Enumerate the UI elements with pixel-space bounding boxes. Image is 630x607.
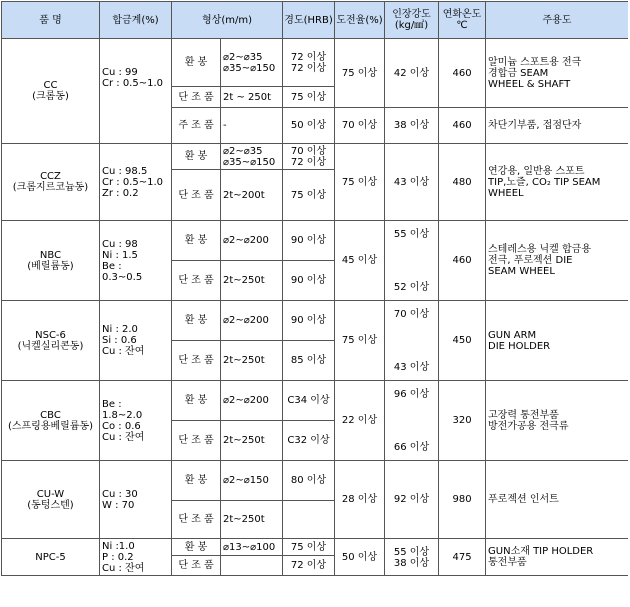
main-use-cell: 알미늄 스포트용 전극 경합금 SEAM WHEEL & SHAFT [486,39,628,108]
alloy-composition-cell: Cu : 98.5 Cr : 0.5~1.0 Zr : 0.2 [100,144,172,221]
spec-table-container [1,1,628,605]
softening-temp-cell: 460 [439,39,486,108]
tensile-strength-cell: 70 이상 43 이상 [385,301,439,381]
header-conductivity: 도전율(%) [335,2,385,39]
conductivity-cell: 22 이상 [335,381,385,461]
shape-type-cell: 단 조 품 [172,87,221,108]
shape-type-cell: 단 조 품 [172,261,221,301]
shape-dimension-cell: 2t~250t [221,501,283,539]
conductivity-cell: 75 이상 [335,301,385,381]
alloy-composition-cell: Ni :1.0 P : 0.2 Cu : 잔여 [100,539,172,576]
product-name-cell: CBC (스프링용베릴륨동) [2,381,100,461]
product-name-cell: CU-W (동텅스텐) [2,461,100,539]
shape-type-cell: 단 조 품 [172,556,221,576]
hardness-cell: 50 이상 [283,108,335,144]
shape-type-cell: 단 조 품 [172,501,221,539]
hardness-cell: 75 이상 [283,87,335,108]
tensile-strength-cell: 43 이상 [385,144,439,221]
header-use: 주용도 [486,2,628,39]
table-row [2,221,629,261]
product-name-cell: NBC (베릴륨동) [2,221,100,301]
tensile-strength-cell: 38 이상 [385,108,439,144]
shape-type-cell: 환 봉 [172,381,221,421]
conductivity-cell: 75 이상 [335,144,385,221]
shape-dimension-cell: ⌀2~⌀35 ⌀35~⌀150 [221,144,283,170]
product-name-cell: NPC-5 [2,539,100,576]
alloy-composition-cell: Be : 1.8~2.0 Co : 0.6 Cu : 잔여 [100,381,172,461]
product-name-cell: NSC-6 (닉켈실리콘동) [2,301,100,381]
hardness-cell: C34 이상 [283,381,335,421]
tensile-strength-cell: 42 이상 [385,39,439,108]
hardness-cell [283,501,335,539]
hardness-cell: 72 이상 72 이상 [283,39,335,87]
header-shape: 형상(m/m) [172,2,283,39]
shape-type-cell: 환 봉 [172,539,221,556]
hardness-cell: 80 이상 [283,461,335,501]
hardness-cell: 85 이상 [283,341,335,381]
shape-dimension-cell: ⌀2~⌀200 [221,301,283,341]
shape-dimension-cell: ⌀2~⌀200 [221,221,283,261]
softening-temp-cell: 480 [439,144,486,221]
shape-dimension-cell: 2t~250t [221,261,283,301]
main-use-cell: 푸로젝션 인서트 [486,461,628,539]
tensile-strength-cell: 55 이상 52 이상 [385,221,439,301]
softening-temp-cell: 460 [439,108,486,144]
alloy-composition-cell: Cu : 98 Ni : 1.5 Be : 0.3~0.5 [100,221,172,301]
shape-type-cell: 환 봉 [172,301,221,341]
shape-type-cell: 환 봉 [172,39,221,87]
alloy-composition-cell: Cu : 30 W : 70 [100,461,172,539]
alloy-composition-cell: Cu : 99 Cr : 0.5~1.0 [100,39,172,144]
softening-temp-cell: 475 [439,539,486,576]
tensile-strength-cell: 92 이상 [385,461,439,539]
table-row [2,381,629,421]
product-name-cell: CCZ (크롬지르코늄동) [2,144,100,221]
tensile-strength-cell: 55 이상 38 이상 [385,539,439,576]
table-row [2,301,629,341]
conductivity-cell: 28 이상 [335,461,385,539]
alloy-spec-table [1,1,628,576]
shape-dimension-cell: ⌀2~⌀35 ⌀35~⌀150 [221,39,283,87]
main-use-cell: 차단기부품, 접점단자 [486,108,628,144]
hardness-cell: 72 이상 [283,556,335,576]
main-use-cell: GUN ARM DIE HOLDER [486,301,628,381]
shape-dimension-cell: ⌀2~⌀150 [221,461,283,501]
shape-dimension-cell: 2t~250t [221,341,283,381]
header-alloy: 합금계(%) [100,2,172,39]
shape-dimension-cell: 2t~200t [221,170,283,221]
shape-dimension-cell [221,556,283,576]
shape-dimension-cell: ⌀13~⌀100 [221,539,283,556]
hardness-cell: 75 이상 [283,170,335,221]
shape-type-cell: 단 조 품 [172,421,221,461]
shape-type-cell: 주 조 품 [172,108,221,144]
softening-temp-cell: 450 [439,301,486,381]
softening-temp-cell: 980 [439,461,486,539]
shape-type-cell: 환 봉 [172,461,221,501]
header-tensile: 인장강도 (kg/㎟) [385,2,439,39]
hardness-cell: 90 이상 [283,261,335,301]
conductivity-cell: 45 이상 [335,221,385,301]
conductivity-cell: 70 이상 [335,108,385,144]
conductivity-cell: 50 이상 [335,539,385,576]
softening-temp-cell: 320 [439,381,486,461]
shape-type-cell: 환 봉 [172,144,221,170]
hardness-cell: 70 이상 72 이상 [283,144,335,170]
header-softening: 연화온도 ℃ [439,2,486,39]
hardness-cell: 90 이상 [283,301,335,341]
shape-type-cell: 단 조 품 [172,170,221,221]
shape-dimension-cell: - [221,108,283,144]
hardness-cell: 75 이상 [283,539,335,556]
softening-temp-cell: 460 [439,221,486,301]
shape-dimension-cell: ⌀2~⌀200 [221,381,283,421]
main-use-cell: GUN소재 TIP HOLDER 통전부품 [486,539,628,576]
shape-type-cell: 환 봉 [172,221,221,261]
table-row [2,539,629,556]
tensile-strength-cell: 96 이상 66 이상 [385,381,439,461]
main-use-cell: 연강용, 일반용 스포트 TIP,노즐, CO₂ TIP SEAM WHEEL [486,144,628,221]
header-name: 품 명 [2,2,100,39]
alloy-composition-cell: Ni : 2.0 Si : 0.6 Cu : 잔여 [100,301,172,381]
hardness-cell: 90 이상 [283,221,335,261]
shape-type-cell: 단 조 품 [172,341,221,381]
conductivity-cell: 75 이상 [335,39,385,108]
header-hardness: 경도(HRB) [283,2,335,39]
shape-dimension-cell: 2t~250t [221,421,283,461]
main-use-cell: 고장력 통전부품 방전가공용 전극류 [486,381,628,461]
shape-dimension-cell: 2t ~ 250t [221,87,283,108]
table-row [2,461,629,501]
main-use-cell: 스테레스용 닉켈 합금용 전극, 푸로젝션 DIE SEAM WHEEL [486,221,628,301]
hardness-cell: C32 이상 [283,421,335,461]
product-name-cell: CC (크롬동) [2,39,100,144]
header-row [2,2,629,39]
table-row [2,144,629,170]
table-row [2,39,629,87]
